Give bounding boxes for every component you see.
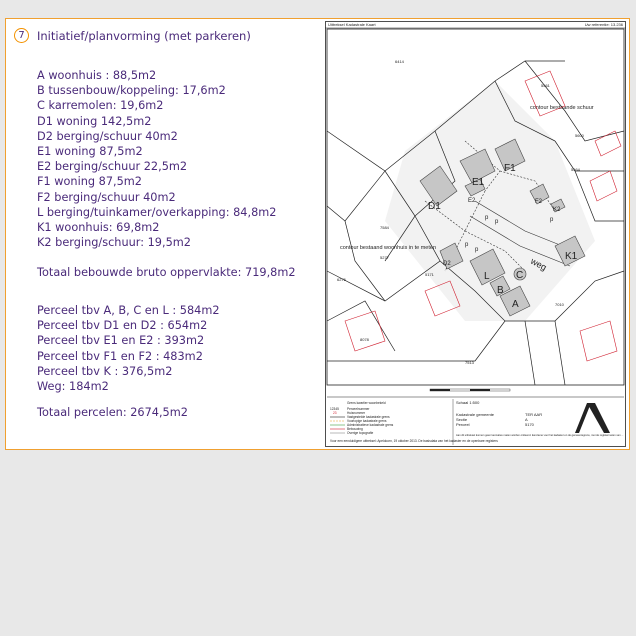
parcel-item: Perceel tbv K : 376,5m2: [37, 364, 173, 378]
legend-red-num: 23: [333, 411, 337, 415]
label-D2: D2: [443, 261, 451, 267]
page-title: Initiatief/planvorming (met parkeren): [37, 28, 251, 43]
section-header: [14, 28, 251, 43]
area-list: [37, 68, 276, 250]
parcel-item: Perceel tbv E1 en E2 : 393m2: [37, 334, 205, 348]
area-item: F2 berging/schuur 40m2: [37, 190, 176, 204]
parcel-number: 8078: [360, 337, 369, 342]
parcel-number: 5171: [425, 272, 434, 277]
step-number-badge: 7: [14, 28, 29, 43]
legend-item: Vastgestelde kadastrale grens: [347, 415, 390, 419]
parcel-number: 6276: [337, 277, 346, 282]
parcel-number: 7584: [380, 225, 389, 230]
legend-num: 12345: [330, 407, 339, 411]
main-panel: [5, 18, 630, 450]
legend-item: Bebouwing: [347, 427, 363, 431]
parcel-number: 5600: [575, 133, 584, 138]
map-disclaimer: Aan dit uittreksel kunnen geen kennaites maten worden ontleend. Eenzame voor het kadaster en de gemeentegrens, met de registermeten van ...: [456, 434, 624, 437]
meta-key: Kadastrale gemeente: [456, 412, 495, 417]
note-contour-woonhuis: contour bestaand woonhuis in te meten: [340, 245, 437, 251]
area-item: B tussenbouw/koppeling: 17,6m2: [37, 84, 226, 98]
label-C: C: [516, 270, 524, 281]
label-E1: E1: [472, 177, 485, 188]
label-F2: F2: [535, 199, 543, 205]
parking-p: p: [495, 219, 499, 225]
area-item: L berging/tuinkamer/overkapping: 84,8m2: [37, 205, 277, 219]
area-item: D1 woning 142,5m2: [37, 114, 152, 128]
area-item: D2 berging/schuur 40m2: [37, 129, 178, 143]
meta-value: A: [525, 417, 528, 422]
legend-item: Huisnummer: [347, 411, 366, 415]
area-item: F1 woning 87,5m2: [37, 175, 142, 189]
parking-p: p: [475, 247, 479, 253]
parcel-item: Perceel tbv D1 en D2 : 654m2: [37, 319, 208, 333]
parcel-number: 6414: [395, 59, 404, 64]
legend-footer: Voor een eenduidigere uittreksel: Apeldoorn, 19 oktober 2013. De basisdata van het kadaster en de openbare registers: [330, 439, 498, 443]
parcel-item: Perceel tbv F1 en F2 : 483m2: [37, 349, 203, 363]
parking-p: p: [465, 242, 469, 248]
meta-key: Perceel: [456, 422, 470, 427]
area-item: K1 woonhuis: 69,8m2: [37, 221, 160, 235]
area-item: E1 woning 87,5m2: [37, 145, 143, 159]
label-A: A: [512, 299, 519, 310]
label-F1: F1: [504, 163, 516, 174]
meta-key: Sectie: [456, 417, 468, 422]
parcel-item: Weg: 184m2: [37, 380, 109, 394]
parking-p: p: [550, 217, 554, 223]
parcel-number: 5561: [541, 83, 550, 88]
parking-p: p: [485, 215, 489, 221]
parcel-number: 7010: [555, 302, 564, 307]
parcel-number: 5564: [571, 167, 580, 172]
meta-value: TER AAR: [525, 412, 543, 417]
parcel-number: 5277: [380, 255, 389, 260]
map-header-right: Uw referentie: 13.236: [584, 22, 623, 27]
label-D1: D1: [428, 201, 441, 212]
map-header-left: Uittreksel Kadastrale Kaart: [328, 22, 376, 27]
legend-item: Voorlopige kadastrale grens: [347, 419, 387, 423]
legend-item: Perceelnummer: [347, 407, 370, 411]
area-item: C karremolen: 19,6m2: [37, 99, 164, 113]
legend-item: Overige topografie: [347, 431, 374, 435]
area-item: K2 berging/schuur: 19,5m2: [37, 236, 191, 250]
label-weg: weg: [529, 255, 549, 273]
legend-item: Grens kwartier woonbekeld: [347, 401, 386, 405]
map-scale: Schaal 1:500: [456, 400, 480, 405]
label-K1: K1: [565, 251, 578, 262]
area-item: E2 berging/schuur 22,5m2: [37, 160, 188, 174]
label-L: L: [484, 271, 490, 282]
parcel-list: [37, 303, 220, 394]
meta-value: 5170: [525, 422, 534, 427]
label-K2: K2: [553, 207, 561, 213]
total-parcels: Totaal percelen: 2674,5m2: [37, 406, 188, 419]
scale-bar: [430, 389, 510, 391]
area-item: A woonhuis : 88,5m2: [37, 69, 157, 82]
parcel-item: Perceel tbv A, B, C en L : 584m2: [37, 304, 220, 317]
note-contour-schuur: contour bestaande schuur: [530, 105, 594, 111]
total-built-area: Totaal bebouwde bruto oppervlakte: 719,8m2: [37, 266, 296, 279]
parcel-number: 7513: [465, 360, 474, 365]
label-B: B: [497, 285, 504, 296]
cadastral-map: [325, 21, 626, 447]
label-E2: E2: [468, 198, 476, 204]
legend-item: Administratieve kadastrale grens: [347, 423, 394, 427]
